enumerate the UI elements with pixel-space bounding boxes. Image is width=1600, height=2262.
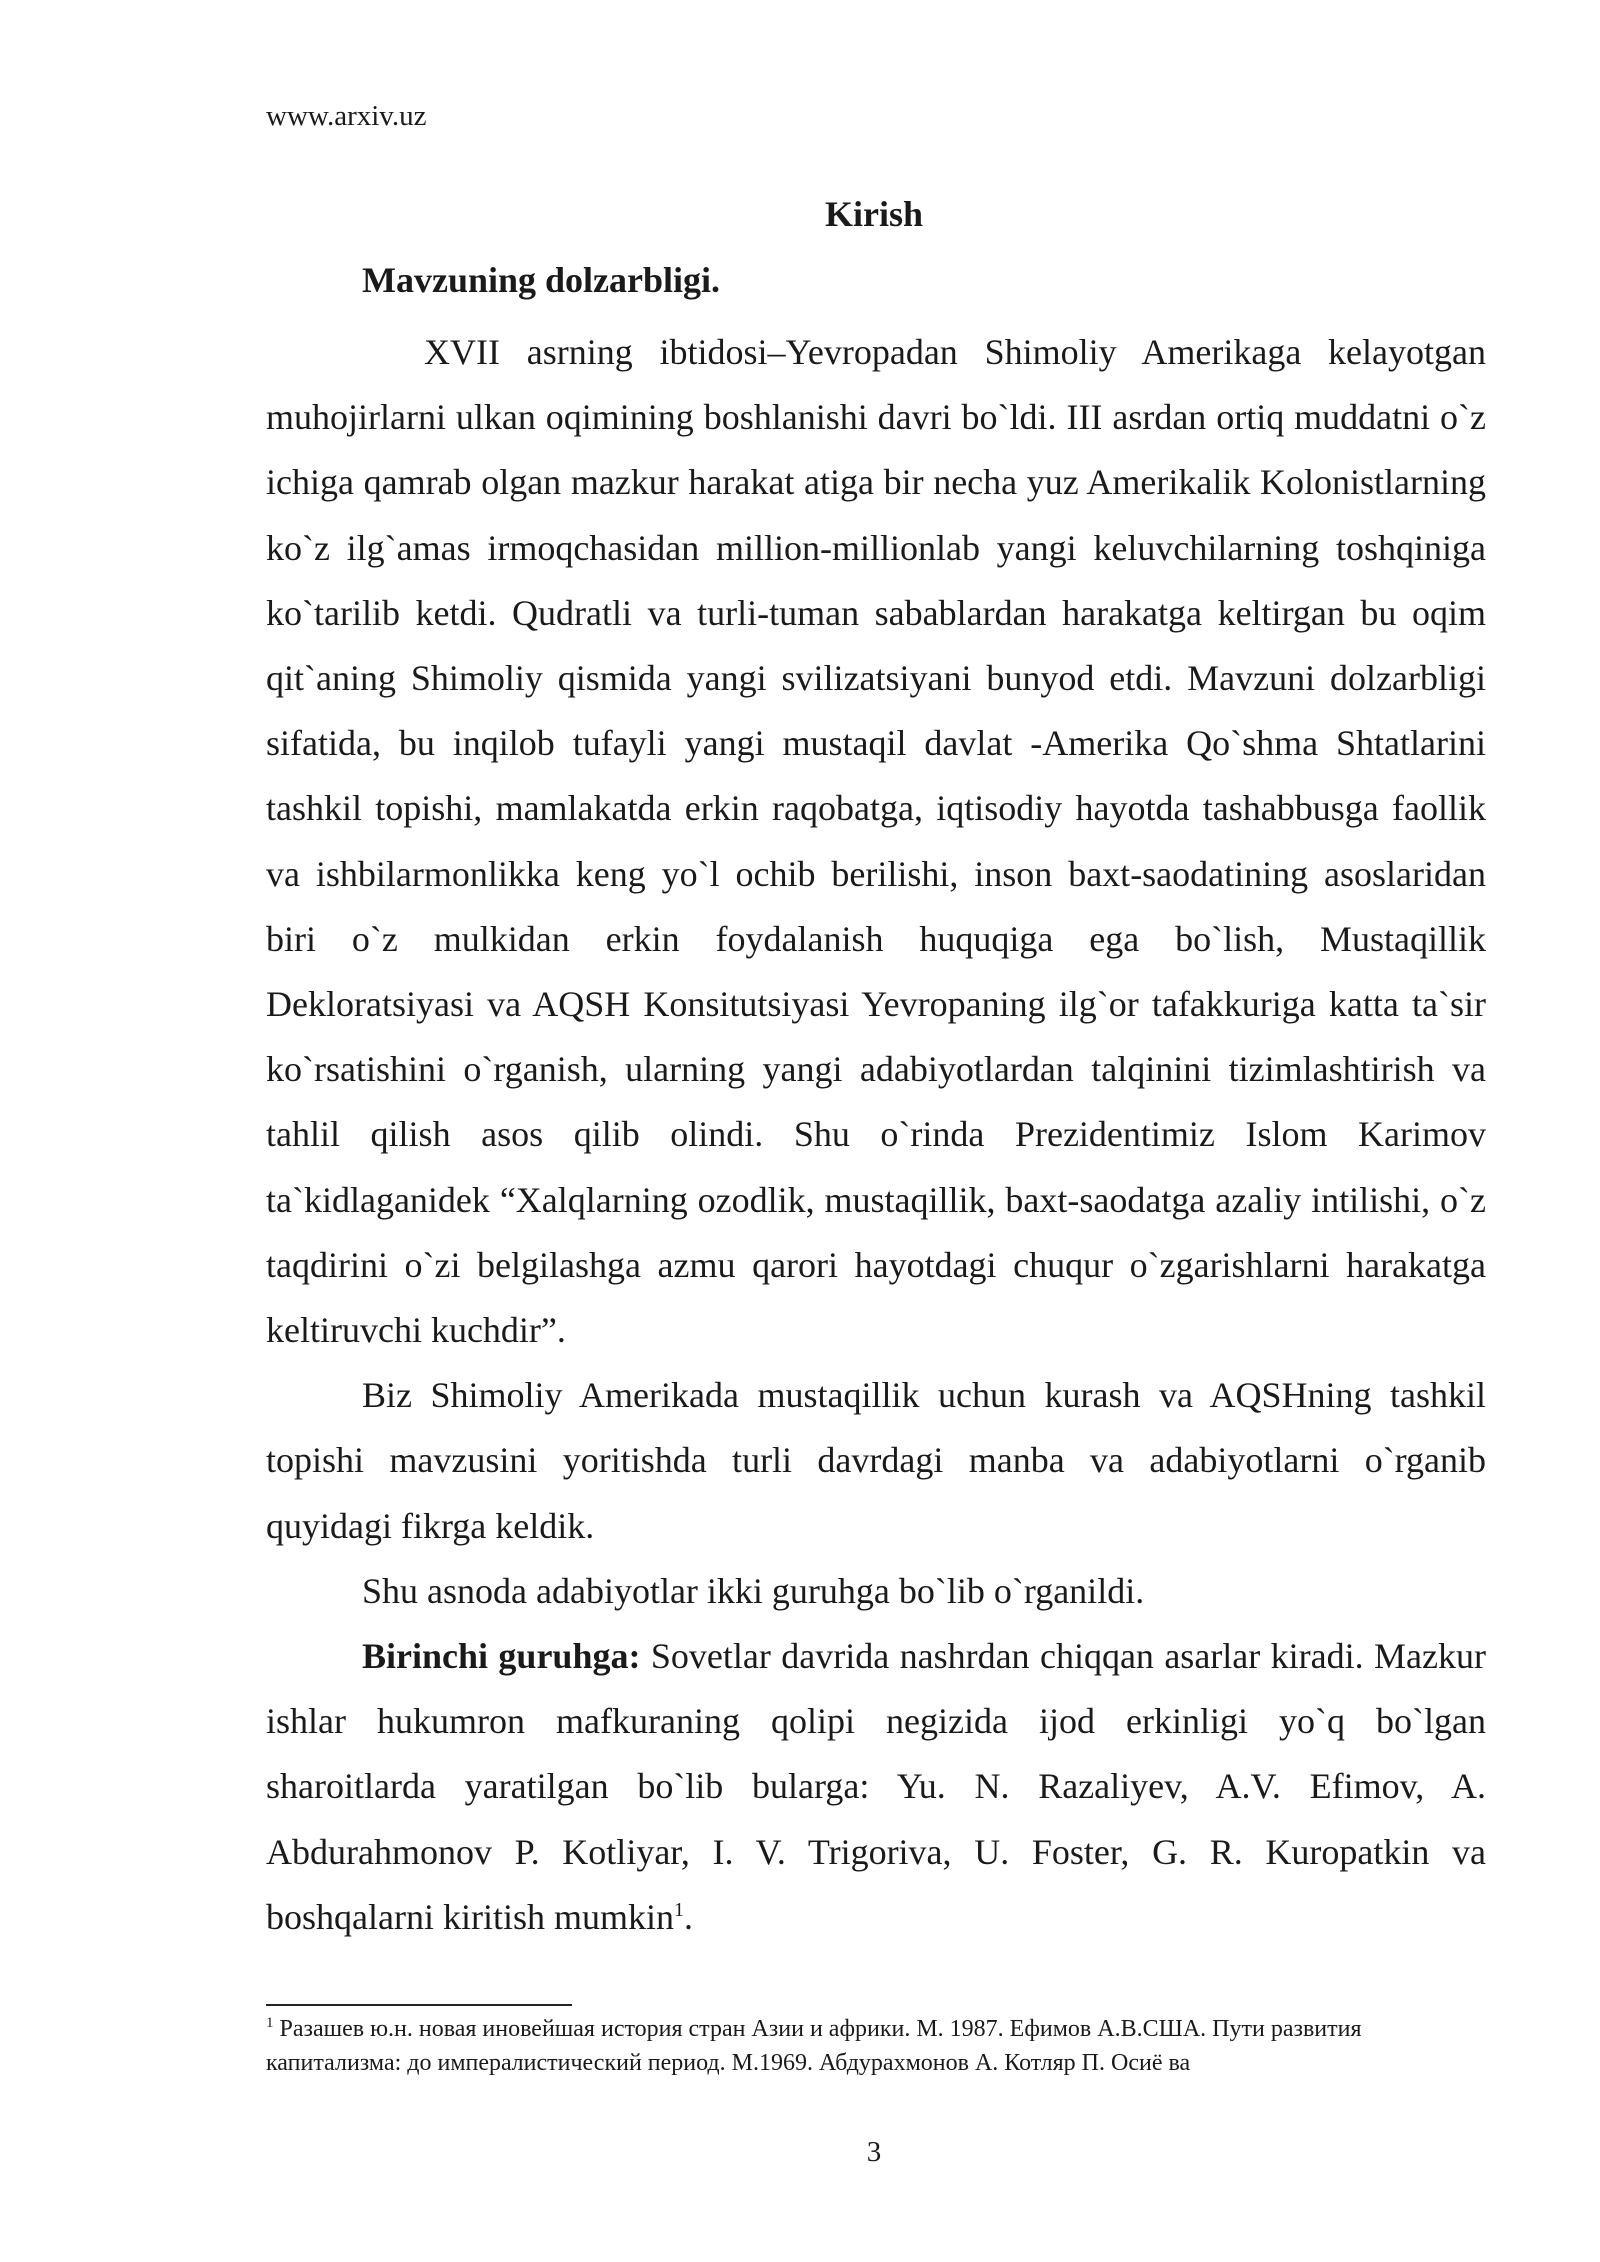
document-body xyxy=(266,320,1486,1950)
paragraph-intro: XVII asrning ibtidosi–Yevropadan Shimoliy Amerikaga kelayotgan muhojirlarni ulkan oqimining boshlanishi davri bo`ldi. III asrdan ortiq muddatni o`z ichiga qamrab olgan mazkur harakat atiga bir necha yuz Amerikalik Kolonistlarning ko`z ilg`amas irmoqchasidan million-millionlab yangi keluvchilarning toshqiniga ko`tarilib ketdi. Qudratli va turli-tuman sabablardan harakatga keltirgan bu oqim qit`aning Shimoliy qismida yangi svilizatsiyani bunyod etdi. Mavzuni dolzarbligi sifatida, bu inqilob tufayli yangi mustaqil davlat -Amerika Qo`shma Shtatlarini tashkil topishi, mamlakatda erkin raqobatga, iqtisodiy hayotda tashabbusga faollik va ishbilarmonlikka keng yo`l ochib berilishi, inson baxt-saodatining asoslaridan biri o`z mulkidan erkin foydalanish huquqiga ega bo`lish, Mustaqillik Dekloratsiyasi va AQSH Konsitutsiyasi Yevropaning ilg`or tafakkuriga katta ta`sir ko`rsatishini o`rganish, ularning yangi adabiyotlardan talqinini tizimlashtirish va tahlil qilish asos qilib olindi. Shu o`rinda Prezidentimiz Islom Karimov ta`kidlaganidek “Xalqlarning ozodlik, mustaqillik, baxt-saodatga azaliy intilishi, o`z taqdirini o`zi belgilashga azmu qarori hayotdagi chuqur o`zgarishlarni harakatga keltiruvchi kuchdir”. xyxy=(266,332,1486,1351)
site-header: www.arxiv.uz xyxy=(266,100,427,132)
first-group-end: . xyxy=(683,1896,693,1937)
page-number: 3 xyxy=(866,2136,882,2168)
footnote-divider xyxy=(266,2004,572,2006)
paragraph-first-group xyxy=(266,1624,1486,1950)
first-group-text: Sovetlar davrida nashrdan chiqqan asarlar kiradi. Mazkur ishlar hukumron mafkuraning qolipi negizida ijod erkinligi yo`q bo`lgan sharoitlarda yaratilgan bo`lib bularga: Yu. N. Razaliyev, A.V. Efimov, A. Abdurahmonov P. Kotliyar, I. V. Trigoriva, U. Foster, G. R. Kuropatkin va boshqalarni kiritish mumkin xyxy=(266,1636,1486,1937)
footnote xyxy=(266,2012,1486,2080)
paragraph-conclusion: Biz Shimoliy Amerikada mustaqillik uchun kurash va AQSHning tashkil topishi mavzusini yoritishda turli davrdagi manba va adabiyotlarni o`rganib quyidagi fikrga keldik. xyxy=(266,1375,1486,1546)
paragraph-groups: Shu asnoda adabiyotlar ikki guruhga bo`lib o`rganildi. xyxy=(362,1570,1145,1611)
page-title: Kirish xyxy=(824,194,923,234)
footnote-reference[interactable]: 1 xyxy=(673,1898,684,1921)
first-group-label: Birinchi guruhga: xyxy=(362,1636,641,1677)
footnote-marker: 1 xyxy=(266,2015,274,2031)
footnote-text: Разашев ю.н. новая иновейшая история стран Азии и африки. М. 1987. Ефимов А.В.США. Пути развития капитализма: до имперaлистический период. М.1969. Абдурахмонов А. Котляр П. Осиё ва xyxy=(266,2016,1362,2076)
section-subtitle: Mavzuning dolzarbligi. xyxy=(362,260,721,300)
